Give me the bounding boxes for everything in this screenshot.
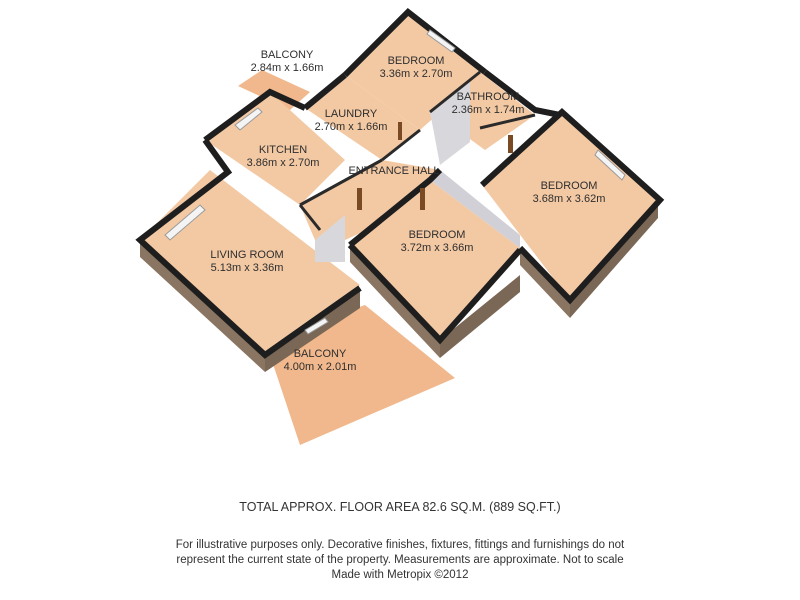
disclaimer-line-1: For illustrative purposes only. Decorative finishes, fixtures, fittings and furnishings do not [175,539,625,551]
door-bath [508,135,513,153]
room-label-laundry [315,108,388,134]
room-name: BALCONY [260,49,314,61]
room-dims: 3.36m x 2.70m [379,68,453,80]
room-label-balcony-bottom [284,348,357,374]
room-name: LAUNDRY [324,108,378,120]
room-dims: 3.86m x 2.70m [246,157,320,169]
room-dims: 4.00m x 2.01m [283,361,357,373]
room-label-bathroom [452,91,525,117]
room-dims: 3.72m x 3.66m [400,242,474,254]
room-label-bedroom-right [533,180,606,206]
room-name: BEDROOM [387,55,445,67]
door-bedroom-mid [420,188,425,210]
room-dims: 2.36m x 1.74m [451,104,525,116]
disclaimer-line-2: represent the current state of the property. Measurements are approximate. Not to scale [176,554,624,566]
room-label-balcony-top [251,49,324,75]
room-label-kitchen [247,144,320,170]
credit-line: Made with Metropix ©2012 [331,569,469,581]
room-name: BATHROOM [456,91,520,103]
room-dims: 5.13m x 3.36m [210,262,284,274]
room-name: ENTRANCE HALL [348,165,440,177]
room-name: LIVING ROOM [210,249,284,261]
disclaimer [0,538,800,583]
room-dims: 2.70m x 1.66m [314,121,388,133]
room-label-bedroom-mid [401,229,474,255]
room-name: BEDROOM [540,180,598,192]
room-name: BALCONY [293,348,347,360]
room-label-living-room [210,249,283,275]
total-floor-area: TOTAL APPROX. FLOOR AREA 82.6 SQ.M. (889 SQ.FT.) [239,500,561,514]
room-dims: 2.84m x 1.66m [250,62,324,74]
room-name: BEDROOM [408,229,466,241]
door-hall [357,188,362,210]
room-label-entrance-hall [348,165,439,178]
door-laundry [398,122,402,140]
room-label-bedroom-top [380,55,453,81]
room-name: KITCHEN [258,144,308,156]
room-dims: 3.68m x 3.62m [532,193,606,205]
